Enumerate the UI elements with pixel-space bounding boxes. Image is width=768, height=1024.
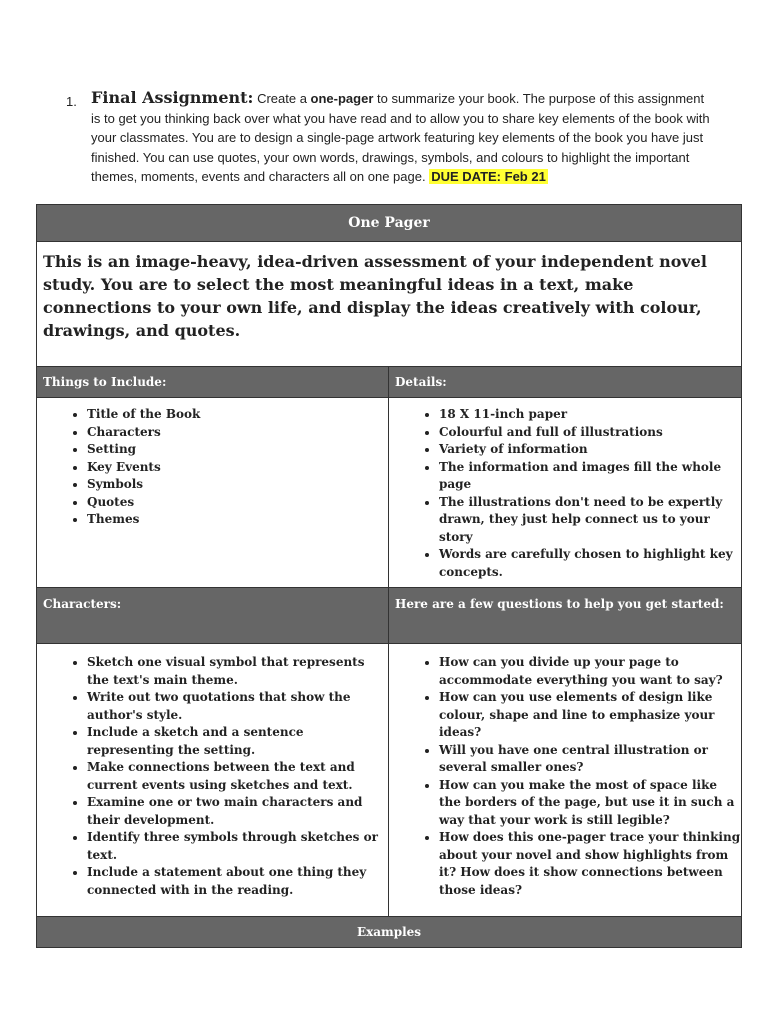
list-item: • Write out two quotations that show the author's style. (87, 689, 388, 724)
assignment-intro (66, 88, 716, 187)
include-cell (37, 398, 389, 588)
list-item: • Characters (87, 424, 388, 442)
list-item: • Symbols (87, 476, 388, 494)
table-title: One Pager (37, 205, 742, 242)
characters-list (37, 654, 388, 899)
assignment-heading: Final Assignment: (91, 88, 254, 107)
one-pager-term: one-pager (310, 91, 374, 106)
list-item: • Quotes (87, 494, 388, 512)
assessment-statement: This is an image-heavy, idea-driven assessment of your independent novel study. You are to select the most meaningful ideas in a text, make connections to your own life, and display the ideas creatively with colour, drawings, and quotes. (37, 242, 742, 367)
title-row (37, 205, 742, 242)
assignment-lead: Create a (253, 91, 311, 106)
list-item: • How does this one-pager trace your thinking about your novel and show highlights from it? How does it show connections between those ideas? (439, 829, 741, 899)
content-row-2 (37, 644, 742, 917)
list-item: • Colourful and full of illustrations (439, 424, 741, 442)
list-item: • How can you divide up your page to accommodate everything you want to say? (439, 654, 741, 689)
content-row-1 (37, 398, 742, 588)
due-date-highlight: DUE DATE: Feb 21 (431, 169, 546, 184)
list-item: • Will you have one central illustration or several smaller ones? (439, 742, 741, 777)
list-item: • The information and images fill the whole page (439, 459, 741, 494)
list-item: • The illustrations don't need to be expertly drawn, they just help connect us to your story (439, 494, 741, 547)
list-item: • Words are carefully chosen to highlight key concepts. (439, 546, 741, 581)
list-item: • 18 X 11-inch paper (439, 406, 741, 424)
examples-label: Examples (37, 917, 742, 948)
header-row-2 (37, 588, 742, 644)
characters-cell (37, 644, 389, 917)
list-item: • Include a sketch and a sentence representing the setting. (87, 724, 388, 759)
questions-list (389, 654, 741, 899)
list-item: • Variety of information (439, 441, 741, 459)
list-item: • Setting (87, 441, 388, 459)
questions-header: Here are a few questions to help you get started: (389, 588, 742, 644)
list-item: • Identify three symbols through sketches or text. (87, 829, 388, 864)
list-item: • How can you use elements of design like colour, shape and line to emphasize your ideas? (439, 689, 741, 742)
examples-row (37, 917, 742, 948)
questions-cell (389, 644, 742, 917)
assignment-paragraph (91, 88, 716, 187)
list-item: • Title of the Book (87, 406, 388, 424)
list-item: • Themes (87, 511, 388, 529)
statement-row (37, 242, 742, 367)
include-list (37, 406, 388, 529)
details-header: Details: (389, 367, 742, 398)
list-item: • How can you make the most of space like the borders of the page, but use it in such a way that your work is still legible? (439, 777, 741, 830)
list-item: • Sketch one visual symbol that represents the text's main theme. (87, 654, 388, 689)
things-to-include-header: Things to Include: (37, 367, 389, 398)
details-list (389, 406, 741, 581)
header-row-1 (37, 367, 742, 398)
characters-header: Characters: (37, 588, 389, 644)
one-pager-table (36, 204, 742, 948)
list-item: • Include a statement about one thing they connected with in the reading. (87, 864, 388, 899)
list-number: 1. (66, 94, 77, 109)
details-cell (389, 398, 742, 588)
assignment-body: to summarize your book. The purpose of this assignment is to get you thinking back over what you have read and to allow you to share key elements of the book with your classmates. You are to design a single-page artwork featuring key elements of the book you have just finished. You can use quotes, your own words, drawings, symbols, and colours to highlight the important themes, moments, events and characters all on one page. (91, 91, 710, 184)
list-item: • Make connections between the text and current events using sketches and text. (87, 759, 388, 794)
list-item: • Examine one or two main characters and their development. (87, 794, 388, 829)
list-item: • Key Events (87, 459, 388, 477)
